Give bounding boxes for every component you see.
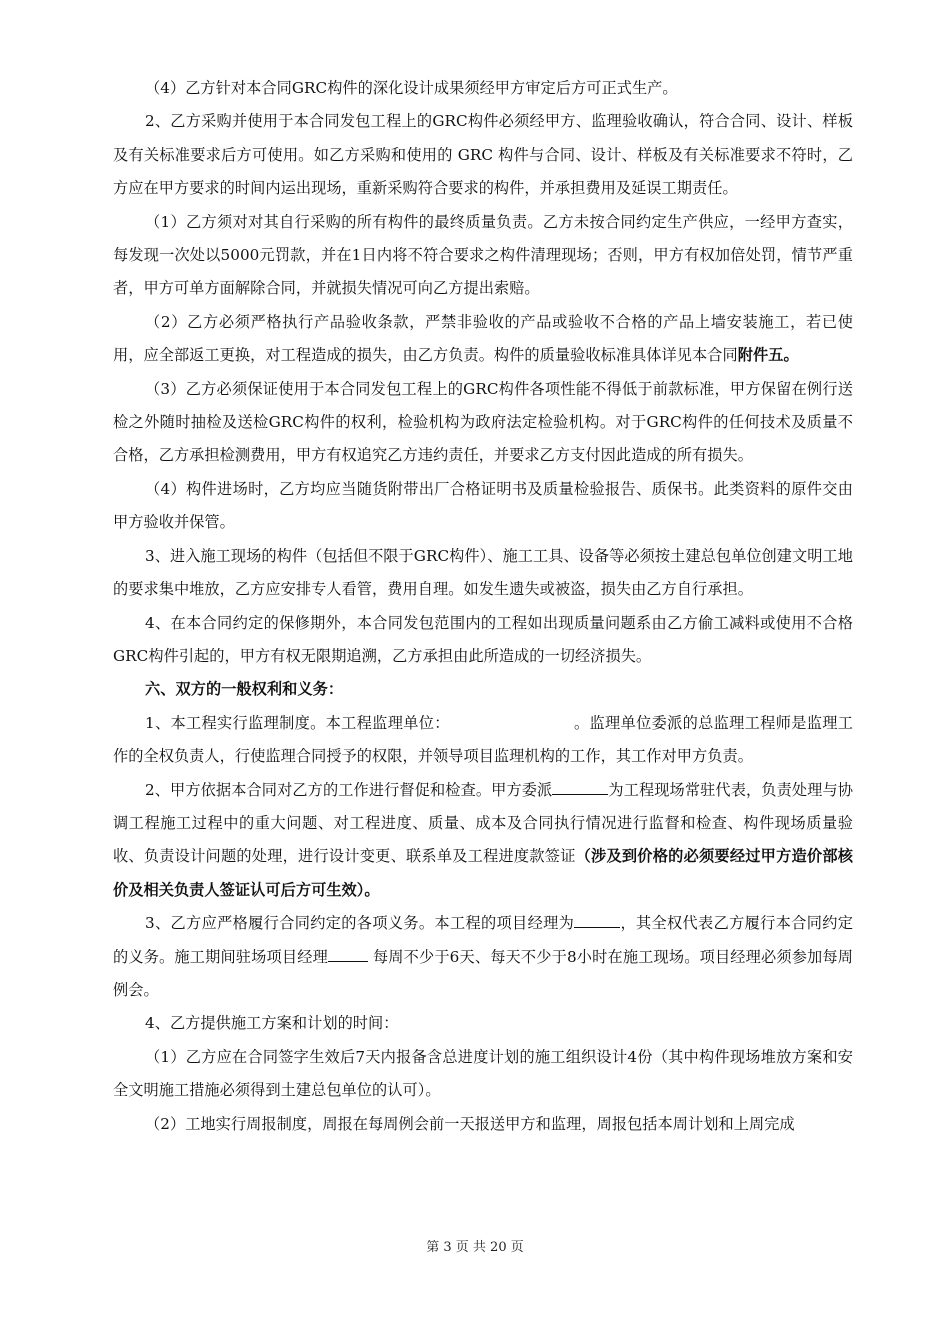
bold-clause: （涉及到价格的必须要经过甲方造价部核价及相关负责人签证认可后方可生效）。	[113, 847, 854, 899]
paragraph	[113, 774, 853, 908]
paragraph	[113, 707, 853, 774]
paragraph: 4、在本合同约定的保修期外，本合同发包范围内的工程如出现质量问题系由乙方偷工减料或使用不合格GRC构件引起的，甲方有权无限期追溯，乙方承担由此所造成的一切经济损失。	[113, 613, 853, 665]
paragraph	[113, 907, 853, 1007]
fill-in-blank	[328, 944, 368, 962]
paragraph-text: 1、本工程实行监理制度。本工程监理单位：	[145, 713, 450, 732]
paragraph-text: ，其全权代表乙方履行本合同约定的义务。施工期间驻场项目经理	[113, 914, 854, 966]
paragraph-text: 为工程现场常驻代表，负责处理与协调工程施工过程中的重大问题、对工程进度、质量、成本及合同执行情况进行监督和检查、构件现场质量验收、负责设计问题的处理，进行设计变更、联系单及工程进度款签证	[113, 780, 853, 866]
paragraph: 4、乙方提供施工方案和计划的时间：	[145, 1014, 399, 1033]
paragraph	[113, 306, 853, 373]
paragraph: （4）乙方针对本合同GRC构件的深化设计成果须经甲方审定后方可正式生产。	[145, 79, 678, 97]
paragraph: 3、进入施工现场的构件（包括但不限于GRC构件）、施工工具、设备等必须按土建总包单位创建文明工地的要求集中堆放，乙方应安排专人看管，费用自理。如发生遗失或被盗，损失由乙方自行承担。	[113, 546, 853, 599]
fill-in-blank	[574, 910, 620, 928]
paragraph-text: （2）乙方必须严格执行产品验收条款，严禁非验收的产品或验收不合格的产品上墙安装施工，若已使用，应全部返工更换，对工程造成的损失，由乙方负责。构件的质量验收标准具体详见本合同	[113, 312, 853, 365]
blank-space	[450, 711, 574, 728]
fill-in-blank	[552, 777, 608, 795]
appendix-reference: 附件五。	[737, 346, 799, 365]
paragraph: （4）构件进场时，乙方均应当随货附带出厂合格证明书及质量检验报告、质保书。此类资料的原件交由甲方验收并保管。	[113, 479, 853, 532]
paragraph: （3）乙方必须保证使用于本合同发包工程上的GRC构件各项性能不得低于前款标准，甲方保留在例行送检之外随时抽检及送检GRC构件的权利，检验机构为政府法定检验机构。对于GRC构件的任何技术及质量不合格，乙方承担检测费用，甲方有权追究乙方违约责任，并要求乙方支付因此造成的所有损失。	[113, 379, 853, 465]
section-heading: 六、双方的一般权利和义务：	[145, 680, 344, 699]
paragraph: （1）乙方须对对其自行采购的所有构件的最终质量负责。乙方未按合同约定生产供应，一经甲方查实，每发现一次处以5000元罚款，并在1日内将不符合要求之构件清理现场；否则，甲方有权加倍处罚，情节严重者，甲方可单方面解除合同，并就损失情况可向乙方提出索赔。	[113, 212, 853, 298]
paragraph: （2）工地实行周报制度，周报在每周例会前一天报送甲方和监理，周报包括本周计划和上周完成	[145, 1114, 795, 1133]
paragraph-text: 2、甲方依据本合同对乙方的工作进行督促和检查。甲方委派	[145, 780, 553, 799]
paragraph: 2、乙方采购并使用于本合同发包工程上的GRC构件必须经甲方、监理验收确认，符合合同、设计、样板及有关标准要求后方可使用。如乙方采购和使用的 GRC 构件与合同、设计、样板及有关标准要求不符时，乙方应在甲方要求的时间内运出现场，重新采购符合要求的构件，并承担费用及延误工期责任。	[113, 112, 853, 198]
paragraph: （1）乙方应在合同签字生效后7天内报备含总进度计划的施工组织设计4份（其中构件现场堆放方案和安全文明施工措施必须得到土建总包单位的认可）。	[113, 1047, 853, 1100]
paragraph-text: 。监理单位委派的总监理工程师是监理工作的全权负责人，行使监理合同授予的权限，并领导项目监理机构的工作，其工作对甲方负责。	[113, 713, 853, 766]
page-footer: 第 3 页 共 20 页	[426, 1240, 524, 1255]
paragraph-text: 3、乙方应严格履行合同约定的各项义务。本工程的项目经理为	[145, 914, 575, 933]
document-body	[113, 72, 853, 1141]
paragraph-text: 每周不少于6天、每天不少于8小时在施工现场。项目经理必须参加每周例会。	[113, 947, 853, 999]
